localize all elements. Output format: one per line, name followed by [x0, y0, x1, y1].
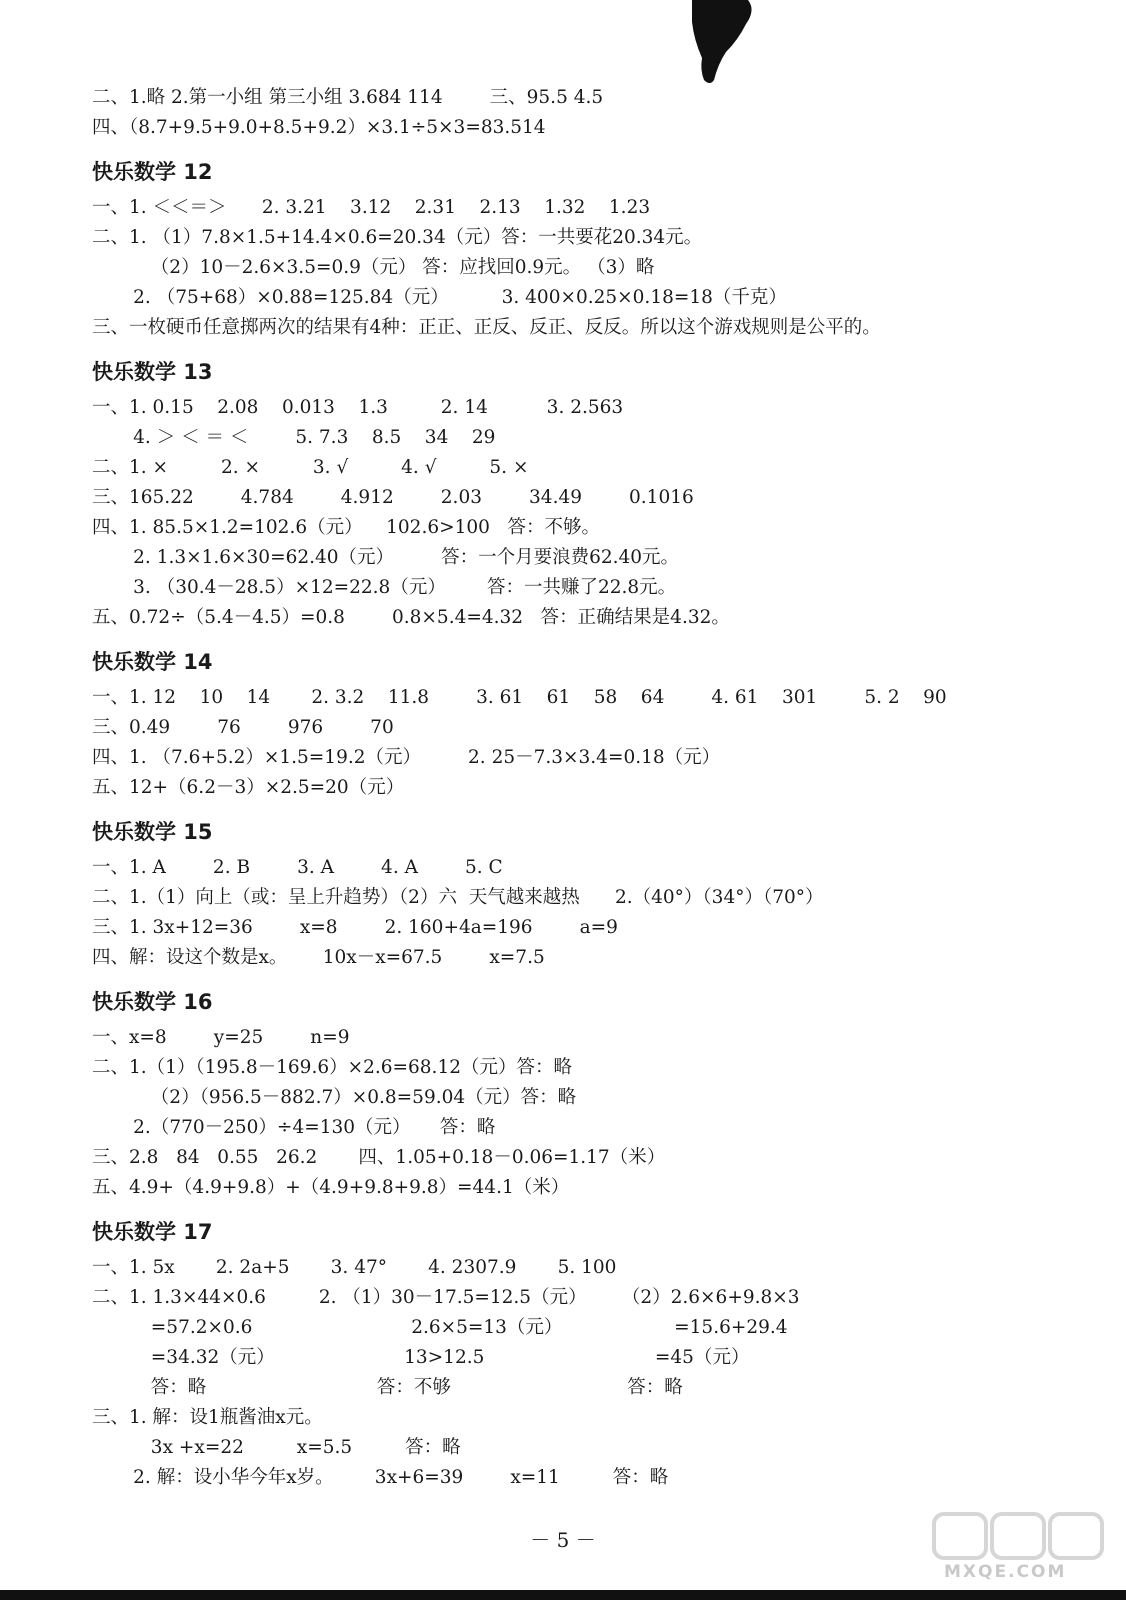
- scan-edge-bar: [0, 1590, 1126, 1600]
- section-heading: 快乐数学 17: [92, 1220, 213, 1244]
- answer-line: 二、1. × 2. × 3. √ 4. √ 5. ×: [92, 457, 529, 478]
- answer-line: 3x +x=22 x=5.5 答：略: [92, 1437, 461, 1458]
- section-heading: 快乐数学 12: [92, 160, 213, 184]
- answer-line: 一、1. 12 10 14 2. 3.2 11.8 3. 61 61 58 64 4. 61 301 5. 2 90: [92, 687, 947, 708]
- answer-line: 三、一枚硬币任意掷两次的结果有4种：正正、正反、反正、反反。所以这个游戏规则是公平的。: [92, 317, 881, 338]
- answer-line: 2.（770－250）÷4=130（元） 答：略: [92, 1117, 496, 1138]
- answer-line: 一、1. 5x 2. 2a+5 3. 47° 4. 2307.9 5. 100: [92, 1257, 617, 1278]
- section-heading: 快乐数学 16: [92, 990, 213, 1014]
- answer-line: （2）（956.5－882.7）×0.8=59.04（元）答：略: [92, 1087, 577, 1108]
- answer-line: =34.32（元） 13>12.5 =45（元）: [92, 1347, 750, 1368]
- answer-line: 四、1. 85.5×1.2=102.6（元） 102.6>100 答：不够。: [92, 517, 601, 538]
- answer-line: 一、1. ＜＜＝＞ 2. 3.21 3.12 2.31 2.13 1.32 1.23: [92, 197, 651, 218]
- watermark-text: MXQE.COM: [944, 1562, 1067, 1582]
- section-heading: 快乐数学 14: [92, 650, 213, 674]
- answer-line: 二、1. 1.3×44×0.6 2. （1）30－17.5=12.5（元） （2）2.6×6+9.8×3: [92, 1287, 800, 1308]
- answer-line: 四、1. （7.6+5.2）×1.5=19.2（元） 2. 25－7.3×3.4=0.18（元）: [92, 747, 721, 768]
- answer-line: 四、（8.7+9.5+9.0+8.5+9.2）×3.1÷5×3=83.514: [92, 117, 546, 138]
- answer-line: 五、0.72÷（5.4－4.5）=0.8 0.8×5.4=4.32 答：正确结果是4.32。: [92, 607, 730, 628]
- answer-line: （2）10－2.6×3.5=0.9（元） 答：应找回0.9元。 （3）略: [92, 257, 655, 278]
- answer-line: 三、1. 解：设1瓶酱油x元。: [92, 1407, 323, 1428]
- answer-line: 一、1. A 2. B 3. A 4. A 5. C: [92, 857, 503, 878]
- answer-line: 三、165.22 4.784 4.912 2.03 34.49 0.1016: [92, 487, 694, 508]
- section-heading: 快乐数学 13: [92, 360, 213, 384]
- answer-line: 五、4.9+（4.9+9.8）+（4.9+9.8+9.8）=44.1（米）: [92, 1177, 570, 1198]
- answer-line: 三、0.49 76 976 70: [92, 717, 394, 738]
- answer-line: 2. （75+68）×0.88=125.84（元） 3. 400×0.25×0.18=18（千克）: [92, 287, 787, 308]
- answer-line: 二、1.略 2.第一小组 第三小组 3.684 114 三、95.5 4.5: [92, 87, 604, 108]
- section-heading: 快乐数学 15: [92, 820, 213, 844]
- answer-line: 一、1. 0.15 2.08 0.013 1.3 2. 14 3. 2.563: [92, 397, 624, 418]
- answer-line: 四、解：设这个数是x。 10x－x=67.5 x=7.5: [92, 947, 545, 968]
- ink-blot: [690, 0, 760, 90]
- answer-line: 三、2.8 84 0.55 26.2 四、1.05+0.18－0.06=1.17（米）: [92, 1147, 666, 1168]
- page-number: － 5 －: [530, 1528, 596, 1552]
- answer-line: 一、x=8 y=25 n=9: [92, 1027, 350, 1048]
- answer-line: 2. 1.3×1.6×30=62.40（元） 答：一个月要浪费62.40元。: [92, 547, 680, 568]
- answer-line: 2. 解：设小华今年x岁。 3x+6=39 x=11 答：略: [92, 1467, 669, 1488]
- answer-line: 4. ＞ ＜ ＝ ＜ 5. 7.3 8.5 34 29: [92, 427, 496, 448]
- answer-line: 三、1. 3x+12=36 x=8 2. 160+4a=196 a=9: [92, 917, 618, 938]
- answer-line: 二、1. （1）7.8×1.5+14.4×0.6=20.34（元）答：一共要花20.34元。: [92, 227, 703, 248]
- answer-line: 答：略 答：不够 答：略: [92, 1377, 683, 1398]
- answer-line: 五、12+（6.2－3）×2.5=20（元）: [92, 777, 405, 798]
- answer-line: 二、1.（1）向上（或：呈上升趋势）（2）六 天气越来越热 2.（40°）（34°）（70°）: [92, 887, 824, 908]
- answer-line: =57.2×0.6 2.6×5=13（元） =15.6+29.4: [92, 1317, 788, 1338]
- answer-line: 3. （30.4－28.5）×12=22.8（元） 答：一共赚了22.8元。: [92, 577, 677, 598]
- answer-line: 二、1.（1）（195.8－169.6）×2.6=68.12（元）答：略: [92, 1057, 572, 1078]
